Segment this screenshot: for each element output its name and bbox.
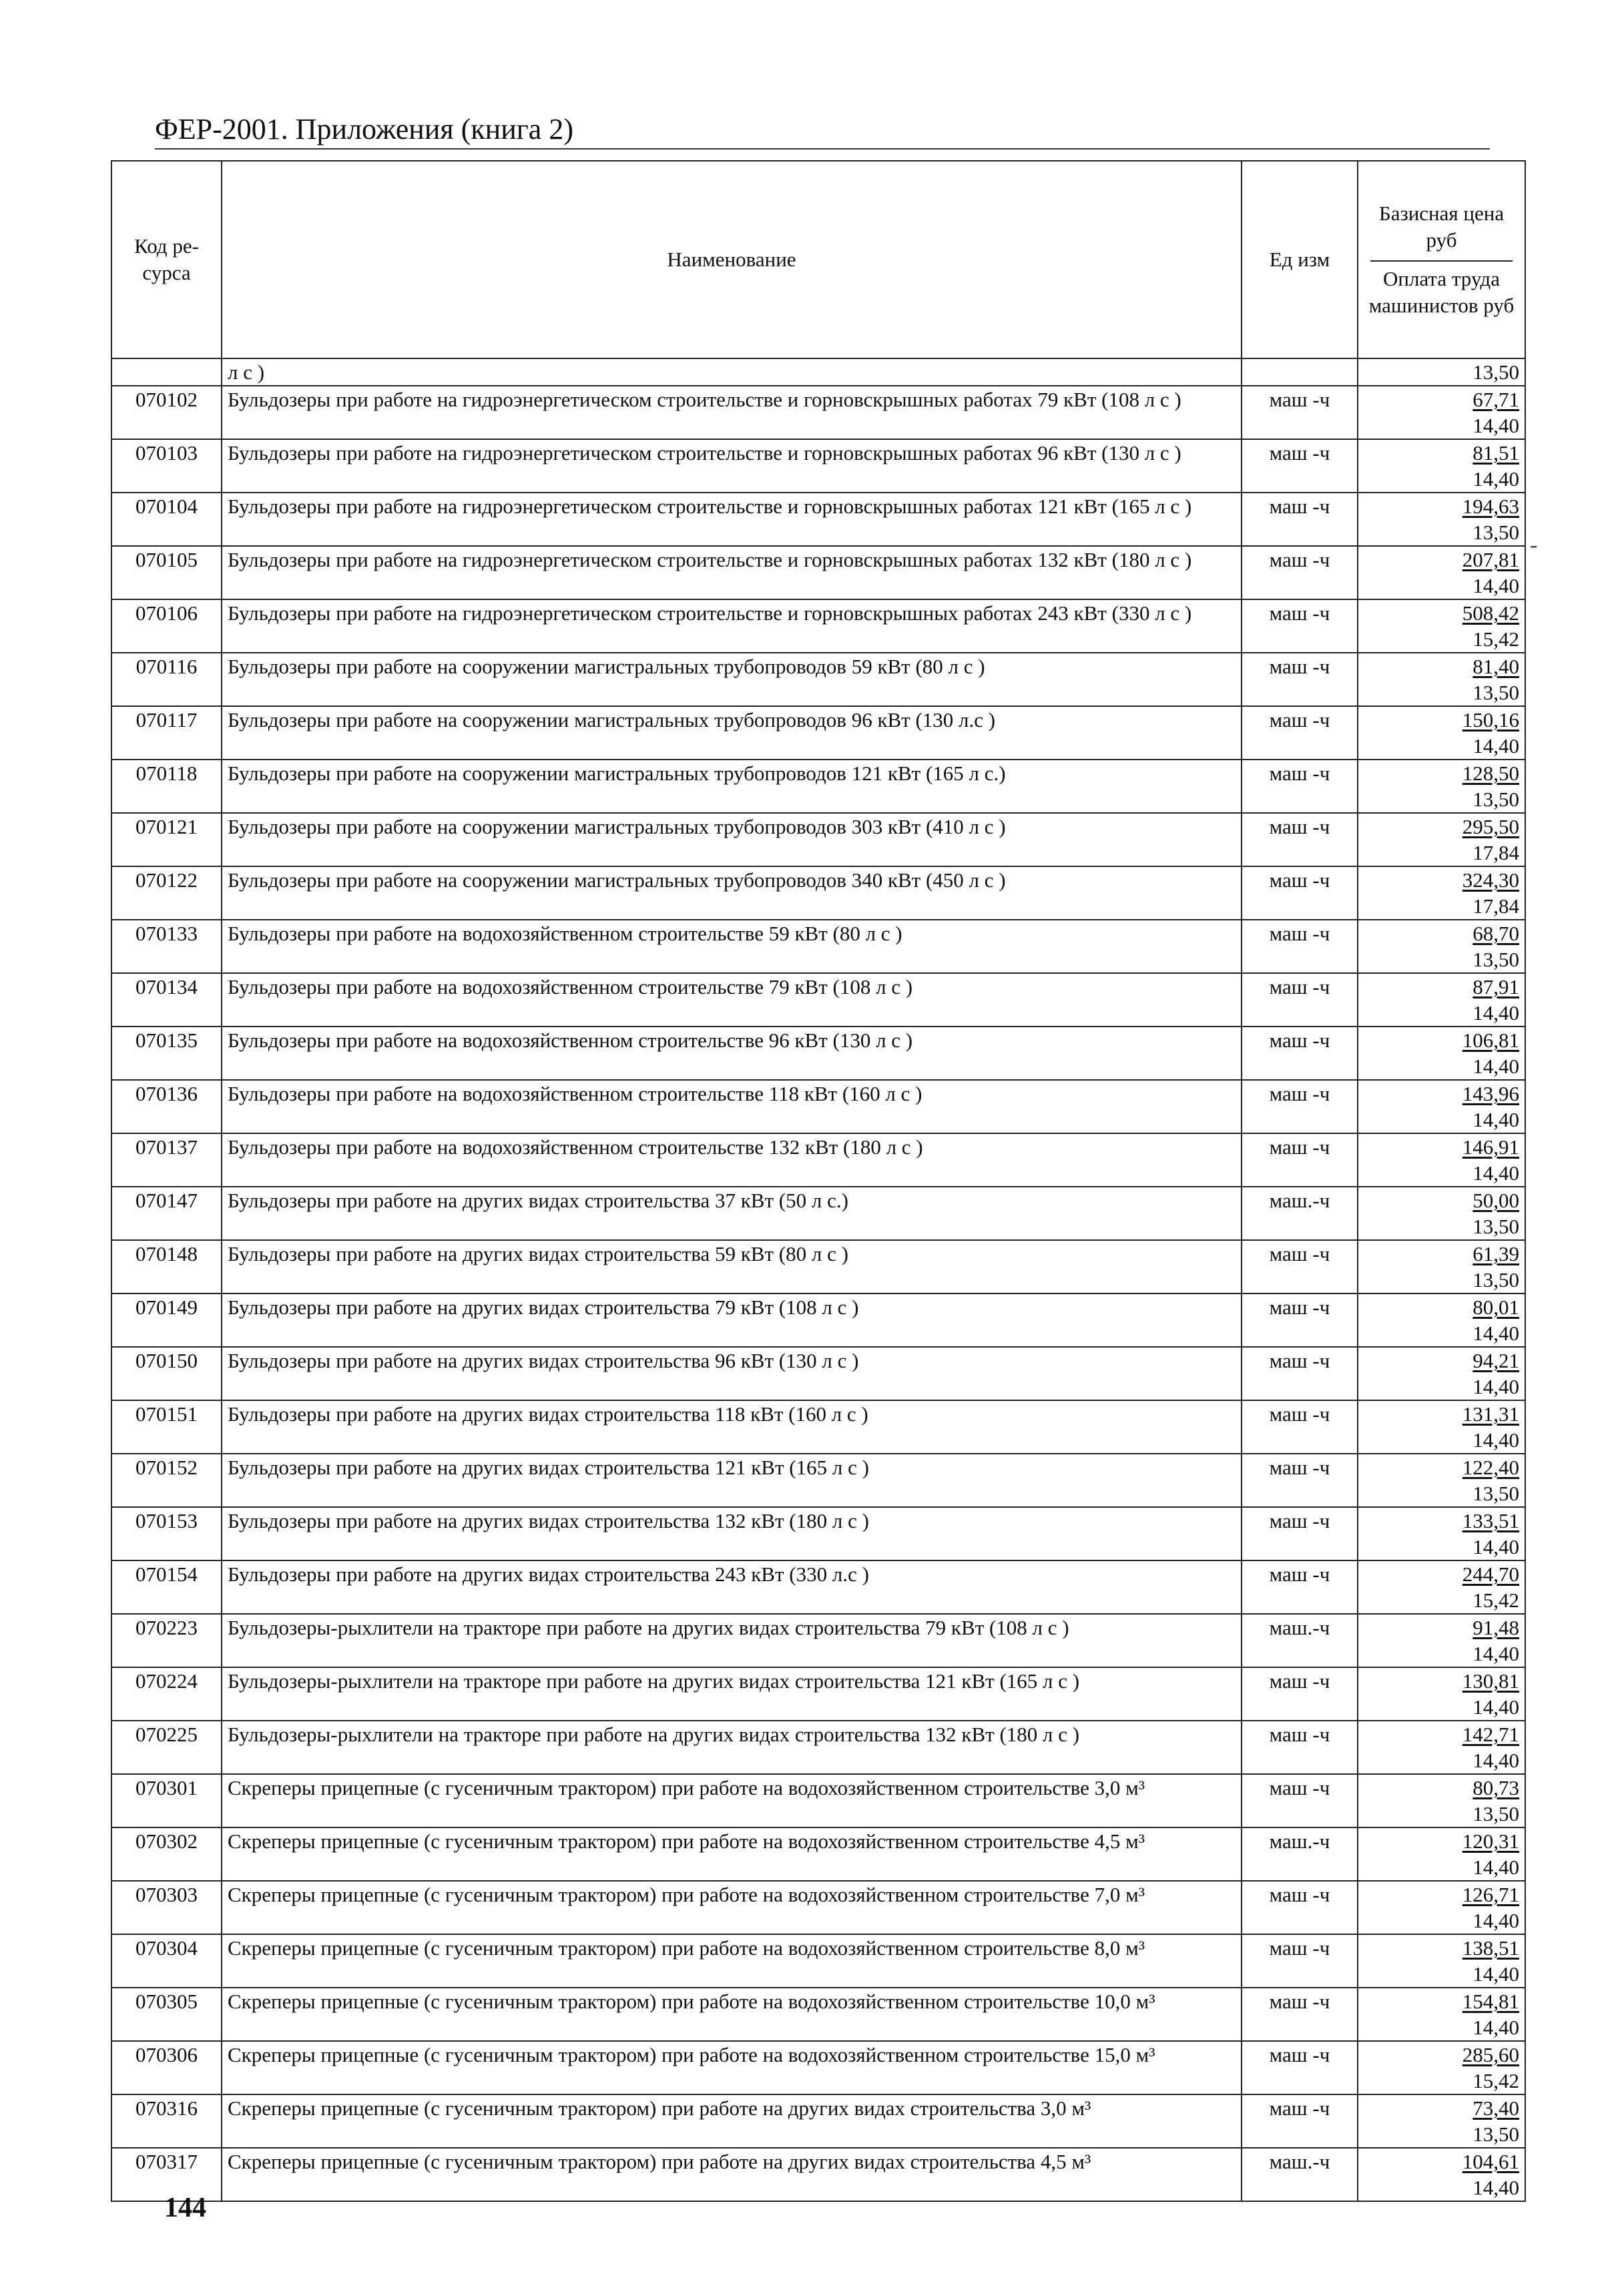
resource-price-cell (1358, 546, 1525, 599)
resource-name: Бульдозеры при работе на гидроэнергетическом строительстве и горновскрышных работах 121 кВт (165 л с ) (222, 493, 1242, 546)
resource-price-cell (1358, 599, 1525, 653)
resource-code: 070225 (111, 1721, 222, 1774)
resource-unit: маш -ч (1242, 439, 1358, 493)
resource-code: 070224 (111, 1667, 222, 1721)
resource-unit: маш -ч (1242, 1507, 1358, 1560)
labor-value: 14,40 (1473, 1749, 1519, 1772)
page-number: 144 (164, 2193, 206, 2223)
table-row (111, 1133, 1525, 1187)
resource-unit: маш -ч (1242, 1774, 1358, 1827)
labor-value: 13,50 (1473, 1268, 1519, 1292)
resource-name: Бульдозеры при работе на других видах строительства 132 кВт (180 л с ) (222, 1507, 1242, 1560)
resource-price-cell (1358, 1988, 1525, 2041)
table-row (111, 2094, 1525, 2148)
labor-value: 15,42 (1473, 1589, 1519, 1612)
resource-unit: маш -ч (1242, 1347, 1358, 1400)
resource-code: 070305 (111, 1988, 222, 2041)
resource-price-cell (1358, 760, 1525, 813)
resource-name: Бульдозеры при работе на других видах строительства 96 кВт (130 л с ) (222, 1347, 1242, 1400)
labor-value: 13,50 (1473, 521, 1519, 544)
resource-name: Бульдозеры при работе на сооружении магистральных трубопроводов 121 кВт (165 л с.) (222, 760, 1242, 813)
resource-price-cell (1358, 1347, 1525, 1400)
labor-value: 13,50 (1473, 2122, 1519, 2146)
continuation-row (111, 358, 1525, 386)
resource-price-cell (1358, 1454, 1525, 1507)
resource-code: 070316 (111, 2094, 222, 2148)
table-row (111, 1774, 1525, 1827)
resource-code: 070317 (111, 2148, 222, 2201)
resource-price-cell (1358, 813, 1525, 866)
resource-name: Бульдозеры при работе на других видах строительства 37 кВт (50 л с.) (222, 1187, 1242, 1240)
base-price-value: 50,00 (1473, 1189, 1519, 1212)
labor-value: 14,40 (1473, 467, 1519, 491)
base-price-value: 295,50 (1462, 815, 1519, 838)
resource-code: 070133 (111, 920, 222, 973)
base-price-value: 94,21 (1473, 1349, 1519, 1372)
resource-code: 070103 (111, 439, 222, 493)
resource-code: 070118 (111, 760, 222, 813)
base-price-value: 128,50 (1462, 762, 1519, 785)
resource-name: Бульдозеры при работе на других видах строительства 121 кВт (165 л с ) (222, 1454, 1242, 1507)
resource-name: Бульдозеры при работе на других видах строительства 79 кВт (108 л с ) (222, 1294, 1242, 1347)
labor-value: 14,40 (1473, 2176, 1519, 2199)
resource-price-cell (1358, 1240, 1525, 1294)
table-row (111, 1240, 1525, 1294)
labor-value: 14,40 (1473, 1642, 1519, 1665)
resource-unit: маш -ч (1242, 920, 1358, 973)
resource-unit: маш -ч (1242, 599, 1358, 653)
table-row (111, 1988, 1525, 2041)
resource-name: Бульдозеры при работе на сооружении магистральных трубопроводов 303 кВт (410 л с ) (222, 813, 1242, 866)
resource-price-cell (1358, 439, 1525, 493)
resource-unit: маш -ч (1242, 813, 1358, 866)
base-price-value: 142,71 (1462, 1723, 1519, 1746)
continuation-price (1358, 358, 1525, 386)
resource-price-cell (1358, 1294, 1525, 1347)
resource-name: Скреперы прицепные (с гусеничным трактором) при работе на других видах строительства 4,5 м³ (222, 2148, 1242, 2201)
resource-price-cell (1358, 706, 1525, 760)
labor-value: 13,50 (1473, 788, 1519, 811)
resource-unit: маш.-ч (1242, 1827, 1358, 1881)
labor-value: 13,50 (1473, 1802, 1519, 1825)
labor-value: 14,40 (1473, 1428, 1519, 1452)
table-row (111, 760, 1525, 813)
table-row (111, 813, 1525, 866)
header-name: Наименование (222, 161, 1242, 358)
continuation-unit (1242, 358, 1358, 386)
base-price-value: 120,31 (1462, 1829, 1519, 1853)
table-row (111, 1454, 1525, 1507)
resource-code: 070223 (111, 1614, 222, 1667)
resource-name: Бульдозеры при работе на сооружении магистральных трубопроводов 59 кВт (80 л с ) (222, 653, 1242, 706)
base-price-value: 138,51 (1462, 1936, 1519, 1960)
table-row (111, 546, 1525, 599)
table-row (111, 1934, 1525, 1988)
table-row (111, 1347, 1525, 1400)
table-row (111, 1827, 1525, 1881)
labor-value: 14,40 (1473, 2016, 1519, 2039)
base-price-value: 130,81 (1462, 1669, 1519, 1693)
resource-unit: маш -ч (1242, 386, 1358, 439)
resource-name: Бульдозеры при работе на водохозяйственном строительстве 132 кВт (180 л с ) (222, 1133, 1242, 1187)
resource-code: 070154 (111, 1560, 222, 1614)
resource-price-cell (1358, 1187, 1525, 1240)
resource-code: 070102 (111, 386, 222, 439)
resource-price-cell (1358, 1721, 1525, 1774)
base-price-value: 91,48 (1473, 1616, 1519, 1639)
resource-price-cell (1358, 653, 1525, 706)
labor-value: 14,40 (1473, 1695, 1519, 1719)
resource-unit: маш -ч (1242, 653, 1358, 706)
resource-price-cell (1358, 386, 1525, 439)
base-price-value: 104,61 (1462, 2150, 1519, 2173)
resource-code: 070149 (111, 1294, 222, 1347)
labor-value: 13,50 (1473, 360, 1519, 384)
resource-price-cell (1358, 1133, 1525, 1187)
resource-name: Бульдозеры при работе на других видах строительства 118 кВт (160 л с ) (222, 1400, 1242, 1454)
resource-unit: маш.-ч (1242, 2148, 1358, 2201)
resource-price-cell (1358, 1827, 1525, 1881)
resource-name: Бульдозеры при работе на гидроэнергетическом строительстве и горновскрышных работах 132 кВт (180 л с ) (222, 546, 1242, 599)
table-row (111, 866, 1525, 920)
labor-value: 14,40 (1473, 1375, 1519, 1398)
base-price-value: 122,40 (1462, 1456, 1519, 1479)
resource-name: Скреперы прицепные (с гусеничным трактором) при работе на водохозяйственном строительстве 3,0 м³ (222, 1774, 1242, 1827)
table-row (111, 1027, 1525, 1080)
resource-unit: маш -ч (1242, 1294, 1358, 1347)
resource-name: Бульдозеры при работе на водохозяйственном строительстве 79 кВт (108 л с ) (222, 973, 1242, 1027)
resource-code: 070151 (111, 1400, 222, 1454)
table-row (111, 1667, 1525, 1721)
table-row (111, 599, 1525, 653)
resource-code: 070122 (111, 866, 222, 920)
resource-price-cell (1358, 1614, 1525, 1667)
labor-value: 13,50 (1473, 1482, 1519, 1505)
resource-unit: маш -ч (1242, 1881, 1358, 1934)
resource-unit: маш -ч (1242, 1400, 1358, 1454)
table-row (111, 439, 1525, 493)
resource-price-cell (1358, 1080, 1525, 1133)
resource-price-cell (1358, 1400, 1525, 1454)
labor-value: 14,40 (1473, 1535, 1519, 1558)
table-row (111, 706, 1525, 760)
labor-value: 15,42 (1473, 627, 1519, 651)
header-rule (155, 148, 1490, 150)
base-price-value: 194,63 (1462, 495, 1519, 518)
resource-unit: маш -ч (1242, 1454, 1358, 1507)
resource-code: 070105 (111, 546, 222, 599)
base-price-value: 87,91 (1473, 975, 1519, 998)
labor-value: 17,84 (1473, 841, 1519, 864)
labor-value: 14,40 (1473, 1055, 1519, 1078)
continuation-name: л с ) (222, 358, 1242, 386)
labor-value: 13,50 (1473, 1215, 1519, 1238)
base-price-value: 324,30 (1462, 868, 1519, 892)
stray-mark: - (1530, 533, 1538, 557)
base-price-value: 126,71 (1462, 1883, 1519, 1906)
resource-price-cell (1358, 1027, 1525, 1080)
table-row (111, 1400, 1525, 1454)
resource-code: 070150 (111, 1347, 222, 1400)
table-body (111, 358, 1525, 2201)
resource-unit: маш -ч (1242, 706, 1358, 760)
page-header: ФЕР-2001. Приложения (книга 2) (155, 113, 573, 146)
resource-price-cell (1358, 866, 1525, 920)
resource-name: Бульдозеры-рыхлители на тракторе при работе на других видах строительства 79 кВт (108 л с ) (222, 1614, 1242, 1667)
resource-code: 070153 (111, 1507, 222, 1560)
base-price-value: 285,60 (1462, 2043, 1519, 2066)
table-row (111, 1080, 1525, 1133)
resource-name: Бульдозеры при работе на водохозяйственном строительстве 59 кВт (80 л с ) (222, 920, 1242, 973)
base-price-value: 67,71 (1473, 388, 1519, 411)
header-price-base: Базисная цена руб (1378, 202, 1505, 252)
resource-price-cell (1358, 2094, 1525, 2148)
resource-code: 070134 (111, 973, 222, 1027)
header-price-labor: Оплата труда машинистов руб (1368, 267, 1515, 317)
resource-price-cell (1358, 1881, 1525, 1934)
base-price-value: 80,73 (1473, 1776, 1519, 1799)
base-price-value: 143,96 (1462, 1082, 1519, 1105)
resource-unit: маш -ч (1242, 1133, 1358, 1187)
resource-price-cell (1358, 1934, 1525, 1988)
resource-unit: маш -ч (1242, 1988, 1358, 2041)
resource-code: 070302 (111, 1827, 222, 1881)
resource-name: Бульдозеры при работе на других видах строительства 59 кВт (80 л с ) (222, 1240, 1242, 1294)
labor-value: 14,40 (1473, 1322, 1519, 1345)
table-row (111, 1294, 1525, 1347)
base-price-value: 73,40 (1473, 2096, 1519, 2120)
table-row (111, 493, 1525, 546)
resource-name: Бульдозеры при работе на сооружении магистральных трубопроводов 340 кВт (450 л с ) (222, 866, 1242, 920)
resource-code: 070121 (111, 813, 222, 866)
labor-value: 14,40 (1473, 574, 1519, 597)
resource-code: 070135 (111, 1027, 222, 1080)
table-row (111, 1721, 1525, 1774)
base-price-value: 133,51 (1462, 1509, 1519, 1532)
table-row (111, 2148, 1525, 2201)
resource-unit: маш.-ч (1242, 1187, 1358, 1240)
labor-value: 14,40 (1473, 1108, 1519, 1131)
resource-code: 070104 (111, 493, 222, 546)
resource-price-cell (1358, 1507, 1525, 1560)
resource-unit: маш -ч (1242, 1240, 1358, 1294)
labor-value: 14,40 (1473, 734, 1519, 758)
resource-name: Бульдозеры при работе на гидроэнергетическом строительстве и горновскрышных работах 243 кВт (330 л с ) (222, 599, 1242, 653)
table-row (111, 1507, 1525, 1560)
resource-code: 070116 (111, 653, 222, 706)
labor-value: 17,84 (1473, 894, 1519, 918)
resource-table (111, 160, 1526, 2202)
resource-price-cell (1358, 2148, 1525, 2201)
resource-unit: маш -ч (1242, 2041, 1358, 2094)
base-price-value: 154,81 (1462, 1990, 1519, 2013)
labor-value: 14,40 (1473, 1962, 1519, 1986)
resource-name: Скреперы прицепные (с гусеничным трактором) при работе на водохозяйственном строительстве 4,5 м³ (222, 1827, 1242, 1881)
table-row (111, 1560, 1525, 1614)
header-code: Код ре-сурса (111, 161, 222, 358)
resource-price-cell (1358, 920, 1525, 973)
resource-code: 070147 (111, 1187, 222, 1240)
resource-code: 070303 (111, 1881, 222, 1934)
resource-name: Бульдозеры-рыхлители на тракторе при работе на других видах строительства 132 кВт (180 л с ) (222, 1721, 1242, 1774)
table-row (111, 1881, 1525, 1934)
resource-name: Бульдозеры при работе на водохозяйственном строительстве 118 кВт (160 л с ) (222, 1080, 1242, 1133)
labor-value: 13,50 (1473, 681, 1519, 704)
base-price-value: 207,81 (1462, 548, 1519, 571)
base-price-value: 146,91 (1462, 1135, 1519, 1159)
resource-price-cell (1358, 1774, 1525, 1827)
resource-code: 070152 (111, 1454, 222, 1507)
resource-code: 070304 (111, 1934, 222, 1988)
labor-value: 15,42 (1473, 2069, 1519, 2092)
table-row (111, 1187, 1525, 1240)
base-price-value: 150,16 (1462, 708, 1519, 732)
base-price-value: 244,70 (1462, 1562, 1519, 1586)
resource-name: Скреперы прицепные (с гусеничным трактором) при работе на водохозяйственном строительстве 15,0 м³ (222, 2041, 1242, 2094)
resource-code: 070148 (111, 1240, 222, 1294)
resource-name: Скреперы прицепные (с гусеничным трактором) при работе на водохозяйственном строительстве 10,0 м³ (222, 1988, 1242, 2041)
continuation-code (111, 358, 222, 386)
resource-unit: маш -ч (1242, 1667, 1358, 1721)
table-row (111, 973, 1525, 1027)
resource-code: 070106 (111, 599, 222, 653)
resource-unit: маш -ч (1242, 1080, 1358, 1133)
table-row (111, 653, 1525, 706)
resource-code: 070136 (111, 1080, 222, 1133)
resource-name: Скреперы прицепные (с гусеничным трактором) при работе на других видах строительства 3,0 м³ (222, 2094, 1242, 2148)
resource-code: 070301 (111, 1774, 222, 1827)
labor-value: 14,40 (1473, 1161, 1519, 1185)
base-price-value: 68,70 (1473, 922, 1519, 945)
base-price-value: 81,51 (1473, 441, 1519, 465)
base-price-value: 106,81 (1462, 1029, 1519, 1052)
resource-price-cell (1358, 2041, 1525, 2094)
resource-unit: маш -ч (1242, 546, 1358, 599)
resource-name: Бульдозеры-рыхлители на тракторе при работе на других видах строительства 121 кВт (165 л с ) (222, 1667, 1242, 1721)
resource-unit: маш -ч (1242, 1934, 1358, 1988)
resource-price-cell (1358, 973, 1525, 1027)
base-price-value: 80,01 (1473, 1296, 1519, 1319)
resource-unit: маш -ч (1242, 1721, 1358, 1774)
labor-value: 13,50 (1473, 948, 1519, 971)
header-price (1358, 161, 1525, 358)
resource-unit: маш -ч (1242, 973, 1358, 1027)
resource-price-cell (1358, 1560, 1525, 1614)
base-price-value: 81,40 (1473, 655, 1519, 678)
table-row (111, 386, 1525, 439)
resource-name: Бульдозеры при работе на водохозяйственном строительстве 96 кВт (130 л с ) (222, 1027, 1242, 1080)
resource-name: Бульдозеры при работе на сооружении магистральных трубопроводов 96 кВт (130 л.с ) (222, 706, 1242, 760)
header-unit: Ед изм (1242, 161, 1358, 358)
resource-name: Скреперы прицепные (с гусеничным трактором) при работе на водохозяйственном строительстве 7,0 м³ (222, 1881, 1242, 1934)
resource-code: 070306 (111, 2041, 222, 2094)
resource-name: Скреперы прицепные (с гусеничным трактором) при работе на водохозяйственном строительстве 8,0 м³ (222, 1934, 1242, 1988)
base-price-value: 131,31 (1462, 1402, 1519, 1426)
labor-value: 14,40 (1473, 1909, 1519, 1932)
resource-code: 070117 (111, 706, 222, 760)
labor-value: 14,40 (1473, 1001, 1519, 1025)
resource-unit: маш -ч (1242, 1027, 1358, 1080)
resource-name: Бульдозеры при работе на гидроэнергетическом строительстве и горновскрышных работах 79 кВт (108 л с ) (222, 386, 1242, 439)
base-price-value: 61,39 (1473, 1242, 1519, 1265)
resource-unit: маш -ч (1242, 493, 1358, 546)
labor-value: 14,40 (1473, 1855, 1519, 1879)
table-row (111, 2041, 1525, 2094)
resource-unit: маш -ч (1242, 866, 1358, 920)
resource-unit: маш.-ч (1242, 1614, 1358, 1667)
resource-price-cell (1358, 493, 1525, 546)
resource-unit: маш -ч (1242, 1560, 1358, 1614)
resource-code: 070137 (111, 1133, 222, 1187)
base-price-value: 508,42 (1462, 601, 1519, 625)
resource-name: Бульдозеры при работе на гидроэнергетическом строительстве и горновскрышных работах 96 кВт (130 л с ) (222, 439, 1242, 493)
table-row (111, 1614, 1525, 1667)
labor-value: 14,40 (1473, 414, 1519, 437)
resource-unit: маш -ч (1242, 2094, 1358, 2148)
resource-price-cell (1358, 1667, 1525, 1721)
table-row (111, 920, 1525, 973)
resource-name: Бульдозеры при работе на других видах строительства 243 кВт (330 л.с ) (222, 1560, 1242, 1614)
resource-unit: маш -ч (1242, 760, 1358, 813)
